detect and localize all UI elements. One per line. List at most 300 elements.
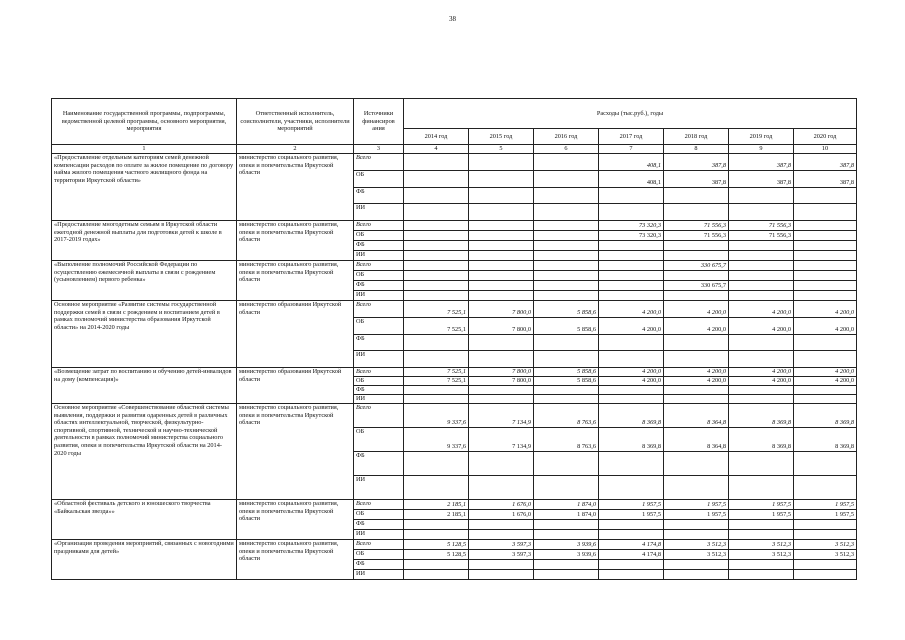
expense-cell (599, 188, 664, 204)
expense-cell (469, 271, 534, 281)
expense-cell (599, 452, 664, 476)
expense-cell: 387,8 (729, 154, 794, 171)
activity-executor: министерство социального развития, опеки и попечительства Иркутской области (237, 540, 354, 580)
funding-source: ОБ (354, 318, 404, 335)
expense-cell (534, 188, 599, 204)
expense-cell (404, 520, 469, 530)
expense-cell (729, 530, 794, 540)
expense-cell: 4 200,0 (794, 301, 857, 318)
expense-cell: 7 134,9 (469, 404, 534, 428)
expense-cell: 3 939,6 (534, 540, 599, 550)
expense-cell (664, 271, 729, 281)
expense-cell (794, 520, 857, 530)
expense-cell: 7 134,9 (469, 428, 534, 452)
expense-cell (534, 154, 599, 171)
expense-cell: 3 512,3 (794, 540, 857, 550)
activity-name: «Выполнение полномочий Российской Федерации по осуществлению ежемесячной выплаты в связи с рождением (усыновлением) первого ребенка» (52, 261, 237, 301)
expense-cell (664, 188, 729, 204)
expense-cell: 4 200,0 (729, 301, 794, 318)
expense-cell: 408,1 (599, 171, 664, 188)
expense-cell (404, 171, 469, 188)
expense-cell: 8 369,8 (729, 404, 794, 428)
expense-cell (469, 476, 534, 500)
expense-cell (534, 281, 599, 291)
expense-cell (404, 188, 469, 204)
activity-name: «Предоставление многодетным семьям в Иркутской области ежегодной денежной выплаты для подготовки детей к школе в 2017-2019 годах» (52, 221, 237, 261)
expense-cell (469, 570, 534, 580)
expense-cell: 4 200,0 (794, 318, 857, 335)
expense-cell: 3 512,3 (729, 550, 794, 560)
expense-cell (469, 452, 534, 476)
table-row (52, 368, 857, 377)
expense-cell (469, 281, 534, 291)
expense-cell (404, 251, 469, 261)
expense-cell: 1 676,0 (469, 510, 534, 520)
expense-cell: 8 364,8 (664, 428, 729, 452)
expense-cell: 4 200,0 (664, 301, 729, 318)
expense-cell (404, 231, 469, 241)
expense-cell: 7 525,1 (404, 301, 469, 318)
expense-cell (729, 476, 794, 500)
expense-cell: 71 556,3 (664, 221, 729, 231)
expense-cell: 7 800,0 (469, 368, 534, 377)
expense-cell (664, 560, 729, 570)
col-header-name: Наименование государственной программы, подпрограммы, ведомственной целевой программы, основного мероприятия, мероприятия (52, 99, 237, 145)
expense-cell: 387,8 (729, 171, 794, 188)
expense-cell (534, 476, 599, 500)
expense-cell (534, 204, 599, 221)
expense-cell (599, 520, 664, 530)
expense-cell (469, 171, 534, 188)
col-index: 7 (599, 145, 664, 154)
expense-cell: 4 200,0 (794, 377, 857, 386)
col-header-year: 2020 год (794, 129, 857, 145)
expense-cell: 3 512,3 (794, 550, 857, 560)
expense-cell (664, 335, 729, 351)
expense-cell (794, 386, 857, 395)
expense-cell (664, 204, 729, 221)
activity-executor: министерство образования Иркутской области (237, 301, 354, 368)
expense-cell: 1 874,0 (534, 500, 599, 510)
funding-source: ФБ (354, 452, 404, 476)
expense-cell (534, 241, 599, 251)
funding-source: ИИ (354, 251, 404, 261)
expense-cell: 1 957,5 (794, 500, 857, 510)
expense-cell (729, 271, 794, 281)
expense-cell: 4 200,0 (729, 318, 794, 335)
expense-cell: 1 957,5 (729, 510, 794, 520)
expense-cell (729, 188, 794, 204)
expense-cell: 4 200,0 (729, 368, 794, 377)
expense-cell (664, 452, 729, 476)
expense-cell (664, 251, 729, 261)
expense-cell: 1 676,0 (469, 500, 534, 510)
expense-cell: 5 858,6 (534, 301, 599, 318)
expense-cell: 330 675,7 (664, 281, 729, 291)
expense-cell: 1 957,5 (599, 510, 664, 520)
expense-cell: 8 369,8 (729, 428, 794, 452)
funding-source: ИИ (354, 530, 404, 540)
expense-cell: 5 858,6 (534, 318, 599, 335)
expense-cell: 387,8 (794, 154, 857, 171)
expense-cell (404, 241, 469, 251)
expense-cell: 330 675,7 (664, 261, 729, 271)
expense-cell (599, 261, 664, 271)
expense-cell (664, 386, 729, 395)
expense-cell: 3 512,3 (664, 540, 729, 550)
expense-cell (664, 395, 729, 404)
expense-cell (664, 351, 729, 368)
expense-cell (599, 271, 664, 281)
expense-cell: 4 200,0 (599, 368, 664, 377)
expense-cell: 3 939,6 (534, 550, 599, 560)
table-row (52, 540, 857, 550)
expense-cell: 1 957,5 (664, 500, 729, 510)
expense-cell (469, 291, 534, 301)
expense-cell (534, 452, 599, 476)
expense-cell: 2 185,1 (404, 500, 469, 510)
col-header-source: Источники финансиров ания (354, 99, 404, 145)
col-index: 6 (534, 145, 599, 154)
col-header-executor: Ответственный исполнитель, соисполнители, участники, исполнители мероприятий (237, 99, 354, 145)
expense-cell: 5 858,6 (534, 368, 599, 377)
expense-cell: 3 512,3 (664, 550, 729, 560)
expense-cell (534, 171, 599, 188)
funding-source: ФБ (354, 335, 404, 351)
activity-executor: министерство социального развития, опеки и попечительства Иркутской области (237, 261, 354, 301)
expense-cell (794, 188, 857, 204)
activity-name: «Предоставление отдельным категориям семей денежной компенсации расходов по оплате за жилое помещение по договору найма жилого помещения частного жилищного фонда на территории Иркутской области» (52, 154, 237, 221)
expense-cell: 8 369,8 (794, 428, 857, 452)
activity-executor: министерство социального развития, опеки и попечительства Иркутской области (237, 404, 354, 500)
expense-cell (794, 204, 857, 221)
expense-cell (404, 291, 469, 301)
expense-cell: 4 200,0 (599, 377, 664, 386)
activity-name: «Областной фестиваль детского и юношеского творчества «Байкальская звезда»» (52, 500, 237, 540)
expense-cell: 387,8 (664, 171, 729, 188)
table-row (52, 221, 857, 231)
expense-cell: 1 957,5 (664, 510, 729, 520)
expense-cell: 73 320,3 (599, 231, 664, 241)
expense-cell (469, 395, 534, 404)
col-index: 9 (729, 145, 794, 154)
expense-cell (599, 281, 664, 291)
funding-source: Всего (354, 500, 404, 510)
expense-cell (729, 335, 794, 351)
expense-cell (729, 261, 794, 271)
expense-cell (534, 231, 599, 241)
funding-source: Всего (354, 540, 404, 550)
activity-executor: министерство социального развития, опеки и попечительства Иркутской области (237, 221, 354, 261)
funding-source: Всего (354, 261, 404, 271)
expense-cell: 4 174,8 (599, 540, 664, 550)
expense-cell (599, 386, 664, 395)
expense-cell (469, 351, 534, 368)
expense-cell (404, 530, 469, 540)
expense-cell (729, 281, 794, 291)
expense-cell (729, 241, 794, 251)
col-header-year: 2014 год (404, 129, 469, 145)
expense-cell: 3 597,3 (469, 550, 534, 560)
expense-cell (534, 271, 599, 281)
col-index: 4 (404, 145, 469, 154)
table-row (52, 261, 857, 271)
expense-cell: 73 320,3 (599, 221, 664, 231)
expense-cell (599, 560, 664, 570)
expense-cell (599, 204, 664, 221)
funding-source: ИИ (354, 351, 404, 368)
expense-cell (794, 261, 857, 271)
expense-cell: 8 369,8 (794, 404, 857, 428)
expense-cell: 8 763,6 (534, 404, 599, 428)
expense-cell (469, 386, 534, 395)
expense-cell (404, 452, 469, 476)
expense-cell: 5 128,5 (404, 540, 469, 550)
expense-cell (599, 241, 664, 251)
expense-cell (469, 204, 534, 221)
funding-source: ОБ (354, 231, 404, 241)
expense-cell: 7 800,0 (469, 301, 534, 318)
expense-cell: 3 597,3 (469, 540, 534, 550)
expense-cell: 387,8 (664, 154, 729, 171)
expense-cell (469, 520, 534, 530)
funding-source: ОБ (354, 510, 404, 520)
expense-cell (469, 261, 534, 271)
expense-cell (469, 335, 534, 351)
expense-cell (534, 291, 599, 301)
expense-cell (794, 560, 857, 570)
expense-cell: 9 337,6 (404, 404, 469, 428)
expense-cell (404, 570, 469, 580)
expense-cell: 71 556,3 (664, 231, 729, 241)
table-row (52, 500, 857, 510)
funding-source: Всего (354, 221, 404, 231)
col-header-year: 2016 год (534, 129, 599, 145)
expense-cell: 4 200,0 (664, 318, 729, 335)
funding-source: ФБ (354, 188, 404, 204)
expense-cell: 4 174,8 (599, 550, 664, 560)
activity-name: «Возмещение затрат по воспитанию и обучению детей-инвалидов на дому (компенсация)» (52, 368, 237, 404)
expense-cell (404, 386, 469, 395)
expense-cell (534, 351, 599, 368)
expense-cell: 7 800,0 (469, 377, 534, 386)
expense-cell (469, 188, 534, 204)
col-index: 3 (354, 145, 404, 154)
expense-cell: 1 874,0 (534, 510, 599, 520)
expense-cell: 8 763,6 (534, 428, 599, 452)
funding-source: ОБ (354, 377, 404, 386)
expense-cell: 4 200,0 (794, 368, 857, 377)
col-index: 5 (469, 145, 534, 154)
expense-cell (794, 351, 857, 368)
funding-source: ОБ (354, 271, 404, 281)
funding-source: ИИ (354, 570, 404, 580)
expense-cell (404, 221, 469, 231)
expense-cell (404, 335, 469, 351)
expense-cell: 7 800,0 (469, 318, 534, 335)
table-row (52, 154, 857, 171)
expense-cell (794, 395, 857, 404)
expense-cell (729, 520, 794, 530)
expense-cell (469, 251, 534, 261)
expense-cell (599, 291, 664, 301)
expense-cell (469, 560, 534, 570)
expense-cell: 2 185,1 (404, 510, 469, 520)
expense-cell (599, 351, 664, 368)
expense-cell (469, 241, 534, 251)
expense-cell (404, 261, 469, 271)
funding-source: ФБ (354, 520, 404, 530)
table-row (52, 404, 857, 428)
funding-source: ОБ (354, 171, 404, 188)
expense-cell (794, 452, 857, 476)
col-header-year: 2017 год (599, 129, 664, 145)
table-row (52, 301, 857, 318)
expense-cell (534, 251, 599, 261)
expense-cell (794, 530, 857, 540)
expense-cell: 1 957,5 (794, 510, 857, 520)
funding-source: Всего (354, 154, 404, 171)
funding-source: ИИ (354, 204, 404, 221)
expense-cell (794, 271, 857, 281)
budget-table (51, 98, 857, 580)
expense-cell (794, 335, 857, 351)
funding-source: Всего (354, 301, 404, 318)
expense-cell (534, 395, 599, 404)
expense-cell: 408,1 (599, 154, 664, 171)
activity-executor: министерство социального развития, опеки и попечительства Иркутской области (237, 500, 354, 540)
expense-cell (404, 395, 469, 404)
funding-source: ФБ (354, 281, 404, 291)
expense-cell (469, 530, 534, 540)
expense-cell (534, 520, 599, 530)
expense-cell: 9 337,6 (404, 428, 469, 452)
funding-source: Всего (354, 368, 404, 377)
expense-cell (534, 530, 599, 540)
col-index: 8 (664, 145, 729, 154)
expense-cell: 4 200,0 (599, 301, 664, 318)
expense-cell (404, 281, 469, 291)
col-header-year: 2018 год (664, 129, 729, 145)
funding-source: ФБ (354, 386, 404, 395)
expense-cell (794, 570, 857, 580)
funding-source: ИИ (354, 291, 404, 301)
activity-name: Основное мероприятие «Совершенствование областной системы выявления, поддержки и развития одаренных детей в различных областях интеллектуальной, творческой, физкультурно-спортивной, спортивной, технической и научно-технической деятельности в рамках полномочий министерства социального развития, опеки и попечительства Иркутской области на 2014-2020 годы (52, 404, 237, 500)
col-index: 10 (794, 145, 857, 154)
expense-cell: 5 858,6 (534, 377, 599, 386)
expense-cell (729, 570, 794, 580)
expense-cell: 8 369,8 (599, 404, 664, 428)
expense-cell (404, 560, 469, 570)
expense-cell: 8 369,8 (599, 428, 664, 452)
expense-cell: 4 200,0 (664, 368, 729, 377)
expense-cell (469, 221, 534, 231)
col-index: 2 (237, 145, 354, 154)
expense-cell (729, 291, 794, 301)
col-index: 1 (52, 145, 237, 154)
expense-cell (664, 291, 729, 301)
expense-cell (729, 204, 794, 221)
expense-cell (599, 570, 664, 580)
expense-cell: 3 512,3 (729, 540, 794, 550)
expense-cell: 71 556,3 (729, 221, 794, 231)
funding-source: ИИ (354, 395, 404, 404)
funding-source: ИИ (354, 476, 404, 500)
funding-source: ОБ (354, 428, 404, 452)
expense-cell (794, 241, 857, 251)
expense-cell: 7 525,1 (404, 318, 469, 335)
expense-cell (404, 476, 469, 500)
expense-cell: 387,8 (794, 171, 857, 188)
expense-cell: 1 957,5 (729, 500, 794, 510)
expense-cell: 7 525,1 (404, 368, 469, 377)
expense-cell (469, 154, 534, 171)
activity-executor: министерство образования Иркутской области (237, 368, 354, 404)
expense-cell (664, 476, 729, 500)
expense-cell (664, 241, 729, 251)
expense-cell (404, 204, 469, 221)
expense-cell (599, 251, 664, 261)
activity-executor: министерство социального развития, опеки и попечительства Иркутской области (237, 154, 354, 221)
expense-cell: 8 364,8 (664, 404, 729, 428)
expense-cell (729, 251, 794, 261)
expense-cell (729, 452, 794, 476)
expense-cell (794, 476, 857, 500)
expense-cell (534, 570, 599, 580)
expense-cell (794, 221, 857, 231)
page-number: 38 (449, 15, 456, 23)
expense-cell (599, 335, 664, 351)
funding-source: ОБ (354, 550, 404, 560)
col-header-year: 2019 год (729, 129, 794, 145)
expense-cell: 1 957,5 (599, 500, 664, 510)
expense-cell (794, 281, 857, 291)
expense-cell (534, 261, 599, 271)
expense-cell (794, 231, 857, 241)
expense-cell (729, 560, 794, 570)
expense-cell (404, 154, 469, 171)
expense-cell (534, 386, 599, 395)
expense-cell (404, 351, 469, 368)
expense-cell (534, 221, 599, 231)
expense-cell: 4 200,0 (664, 377, 729, 386)
table-body (52, 154, 857, 580)
expense-cell (534, 335, 599, 351)
expense-cell (599, 476, 664, 500)
expense-cell (404, 271, 469, 281)
expense-cell (599, 530, 664, 540)
expense-cell: 5 128,5 (404, 550, 469, 560)
col-header-expenses: Расходы (тыс.руб.), годы (404, 99, 857, 129)
col-header-year: 2015 год (469, 129, 534, 145)
funding-source: ФБ (354, 560, 404, 570)
expense-cell (664, 530, 729, 540)
expense-cell: 71 556,3 (729, 231, 794, 241)
expense-cell (469, 231, 534, 241)
expense-cell: 4 200,0 (599, 318, 664, 335)
expense-cell (729, 386, 794, 395)
expense-cell (729, 351, 794, 368)
expense-cell (794, 251, 857, 261)
expense-cell: 4 200,0 (729, 377, 794, 386)
funding-source: ФБ (354, 241, 404, 251)
expense-cell (534, 560, 599, 570)
expense-cell (599, 395, 664, 404)
activity-name: «Организация проведения мероприятий, связанных с новогодними праздниками для детей» (52, 540, 237, 580)
expense-cell (729, 395, 794, 404)
expense-cell (664, 520, 729, 530)
expense-cell (794, 291, 857, 301)
